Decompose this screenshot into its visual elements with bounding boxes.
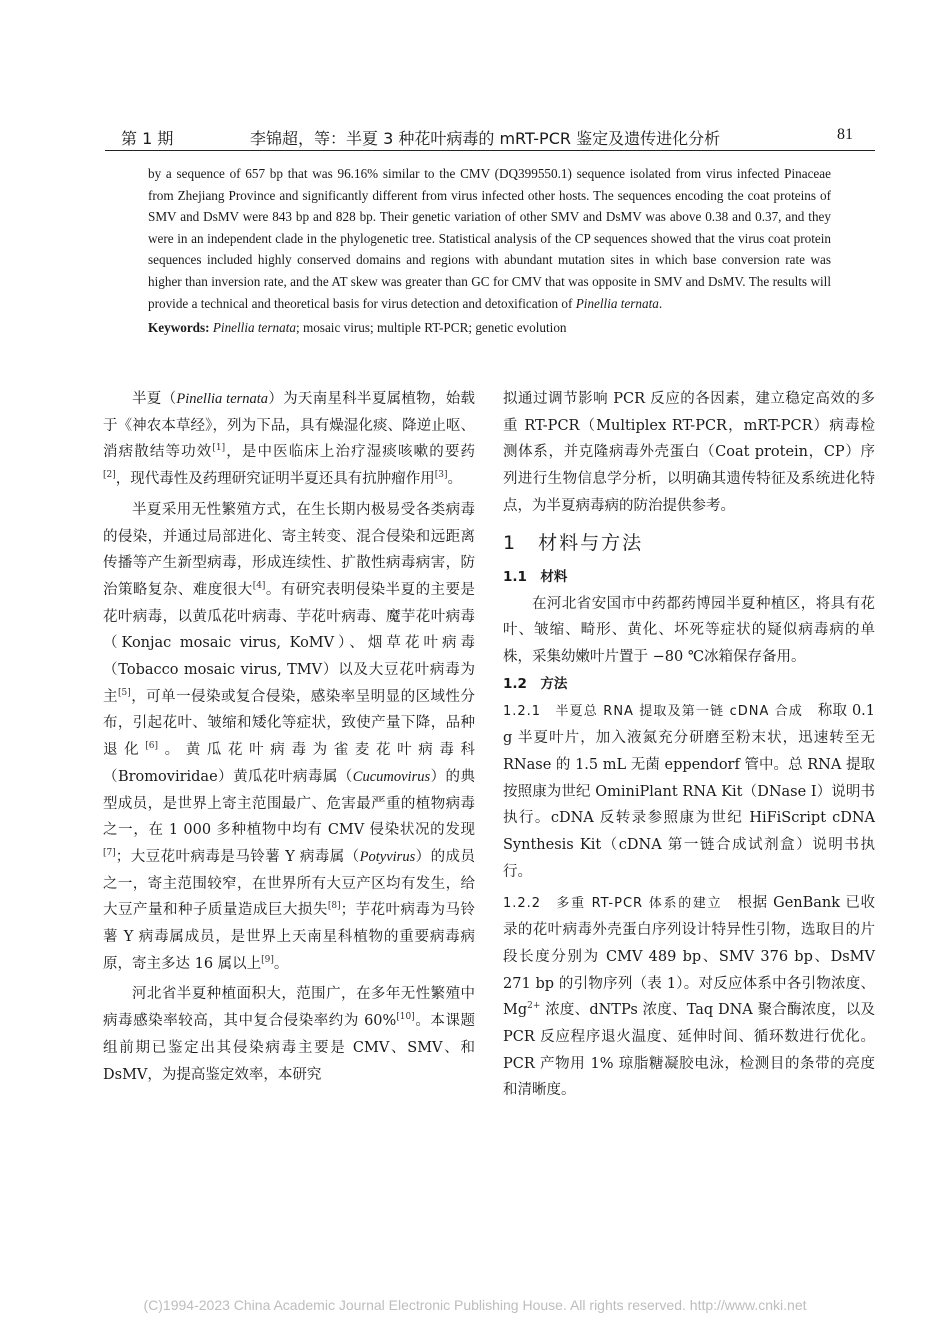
citation: [4] [252,580,266,591]
english-abstract [148,163,831,339]
citation: [8] [327,901,341,912]
method-1-2-2-paragraph: 1.2.2 多重 RT-PCR 体系的建立 根据 GenBank 已收录的花叶病毒外壳蛋白序列设计特异性引物，选取目的片段长度分别为 CMV 489 bp、SMV 376 bp、DsMV 271 bp 的引物序列（表 1）。对反应体系中各引物浓度、Mg$^{2+}$ 浓度、dNTPs 浓度、Taq DNA 聚合酶浓度，以及 PCR 反应程序退火温度、延伸时间、循环数进行优化。PCR 产物用 1% 琼脂糖凝胶电泳，检测目的条带的亮度和清晰度。 [503,894,876,1099]
subsection-heading-1-2: 1.2 方法 [503,675,568,692]
keywords: Keywords: Pinellia ternata; mosaic virus; multiple RT-PCR; genetic evolution [148,320,567,336]
citation: [1] [212,443,226,454]
intro-paragraph-1: 半夏（Pinellia ternata）为天南星科半夏属植物，始载于《神农本草经》，列为下品，具有燥湿化痰、降逆止呕、消痞散结等功效[1]，是中医临床上治疗湿痰咳嗽的要药[2]，现代毒性及药理研究证明半夏还具有抗肿瘤作用[3]。 [103,391,476,488]
page-number: 81 [837,126,853,143]
right-column [503,386,875,1104]
subsubsection-heading-1-2-2: 1.2.2 多重 RT-PCR 体系的建立 [503,895,723,911]
materials-paragraph: 在河北省安国市中药都药博园半夏种植区，将具有花叶、皱缩、畸形、黄化、坏死等症状的疑似病毒病的单株，采集幼嫩叶片置于 −80 ℃冰箱保存备用。 [503,595,875,665]
subsubsection-heading-1-2-1: 1.2.1 半夏总 RNA 提取及第一链 cDNA 合成 [503,703,804,719]
citation: [9] [261,954,274,965]
running-title: 李锦超，等：半夏 3 种花叶病毒的 mRT-PCR 鉴定及遗传进化分析 [250,129,721,148]
intro-paragraph-3: 河北省半夏种植面积大，范围广，在多年无性繁殖中病毒感染率较高，其中复合侵染率约为 60%[10]。本课题组前期已鉴定出其侵染病毒主要是 CMV、SMV、和 DsMV，为提高鉴定效率，本研究 [103,986,475,1083]
citation: [6] [145,741,159,752]
copyright-footer: (C)1994-2023 China Academic Journal Electronic Publishing House. All rights reserved. http://www.cnki.net [143,1297,807,1313]
citation: [5] [117,687,131,698]
section-heading-1: 1 材料与方法 [503,531,644,554]
running-header [105,124,875,151]
left-column [103,386,475,1088]
intro-paragraph-continued: 拟通过调节影响 PCR 反应的各因素，建立稳定高效的多重 RT-PCR（Multiplex RT-PCR，mRT-PCR）病毒检测体系，并克隆病毒外壳蛋白（Coat protein，CP）序列进行生物信息学分析，以明确其遗传特征及系统进化特点，为半夏病毒病的防治提供参考。 [503,391,875,514]
method-1-2-1-paragraph: 1.2.1 半夏总 RNA 提取及第一链 cDNA 合成 称取 0.1 g 半夏叶片，加入液氮充分研磨至粉末状，迅速转至无 RNase 的 1.5 mL 无菌 eppendorf 管中。总 RNA 提取按照康为世纪 OminiPlant RNA Kit（DNase I）说明书执行。cDNA 反转录参照康为世纪 HiFiScript cDNA Synthesis Kit（cDNA 第一链合成试剂盒）说明书执行。 [503,702,876,880]
citation: [7] [103,847,116,858]
issue-number: 第 1 期 [121,129,174,148]
citation: [3] [434,470,448,481]
intro-paragraph-2: 半夏采用无性繁殖方式，在生长期内极易受各类病毒的侵染，并通过局部进化、寄主转变、混合侵染和远距离传播等产生新型病毒，形成连续性、扩散性病毒病害，防治策略复杂、难度很大[4]。有研究表明侵染半夏的主要是花叶病毒，以黄瓜花叶病毒、芋花叶病毒、魔芋花叶病毒（Konjac mosaic virus, KoMV）、烟草花叶病毒（Tobacco mosaic virus, TMV）以及大豆花叶病毒为主[5]，可单一侵染或复合侵染，感染率呈明显的区域性分布，引起花叶、皱缩和矮化等症状，致使产量下降，品种退化[6]。黄瓜花叶病毒为雀麦花叶病毒科（Bromoviridae）黄瓜花叶病毒属（Cucumovirus）的典型成员，是世界上寄主范围最广、危害最严重的植物病毒之一，在 1 000 多种植物中均有 CMV 侵染状况的发现[7]；大豆花叶病毒是马铃薯 Y 病毒属（Potyvirus）的成员之一，寄主范围较窄，在世界所有大豆产区均有发生，给大豆产量和种子质量造成巨大损失[8]；芋花叶病毒为马铃薯 Y 病毒属成员，是世界上天南星科植物的重要病毒病原，寄主多达 16 属以上[9]。 [103,501,476,972]
abstract-body: by a sequence of 657 bp that was 96.16% similar to the CMV (DQ399550.1) sequence isolated from virus infected Pinaceae from Zhejiang Province and significantly different from virus infected other hosts. The sequences encoding the coat proteins of SMV and DsMV were 843 bp and 828 bp. Their genetic variation of other SMV and DsMV was above 0.38 and 0.37, and they were in an independent clade in the phylogenetic tree. Statistical analysis of the CP sequences showed that the virus coat protein sequences included highly conserved domains and regions with abundant mutation sites in which base conversion rate was higher than inversion rate, and the AT skew was greater than GC for CMV that was opposite in SMV and DsMV. The results will provide a technical and theoretical basis for virus detection and detoxification of Pinellia ternata. [148,166,831,311]
citation: [10] [396,1012,415,1023]
subsection-heading-1-1: 1.1 材料 [503,568,568,585]
citation: [2] [103,470,116,481]
